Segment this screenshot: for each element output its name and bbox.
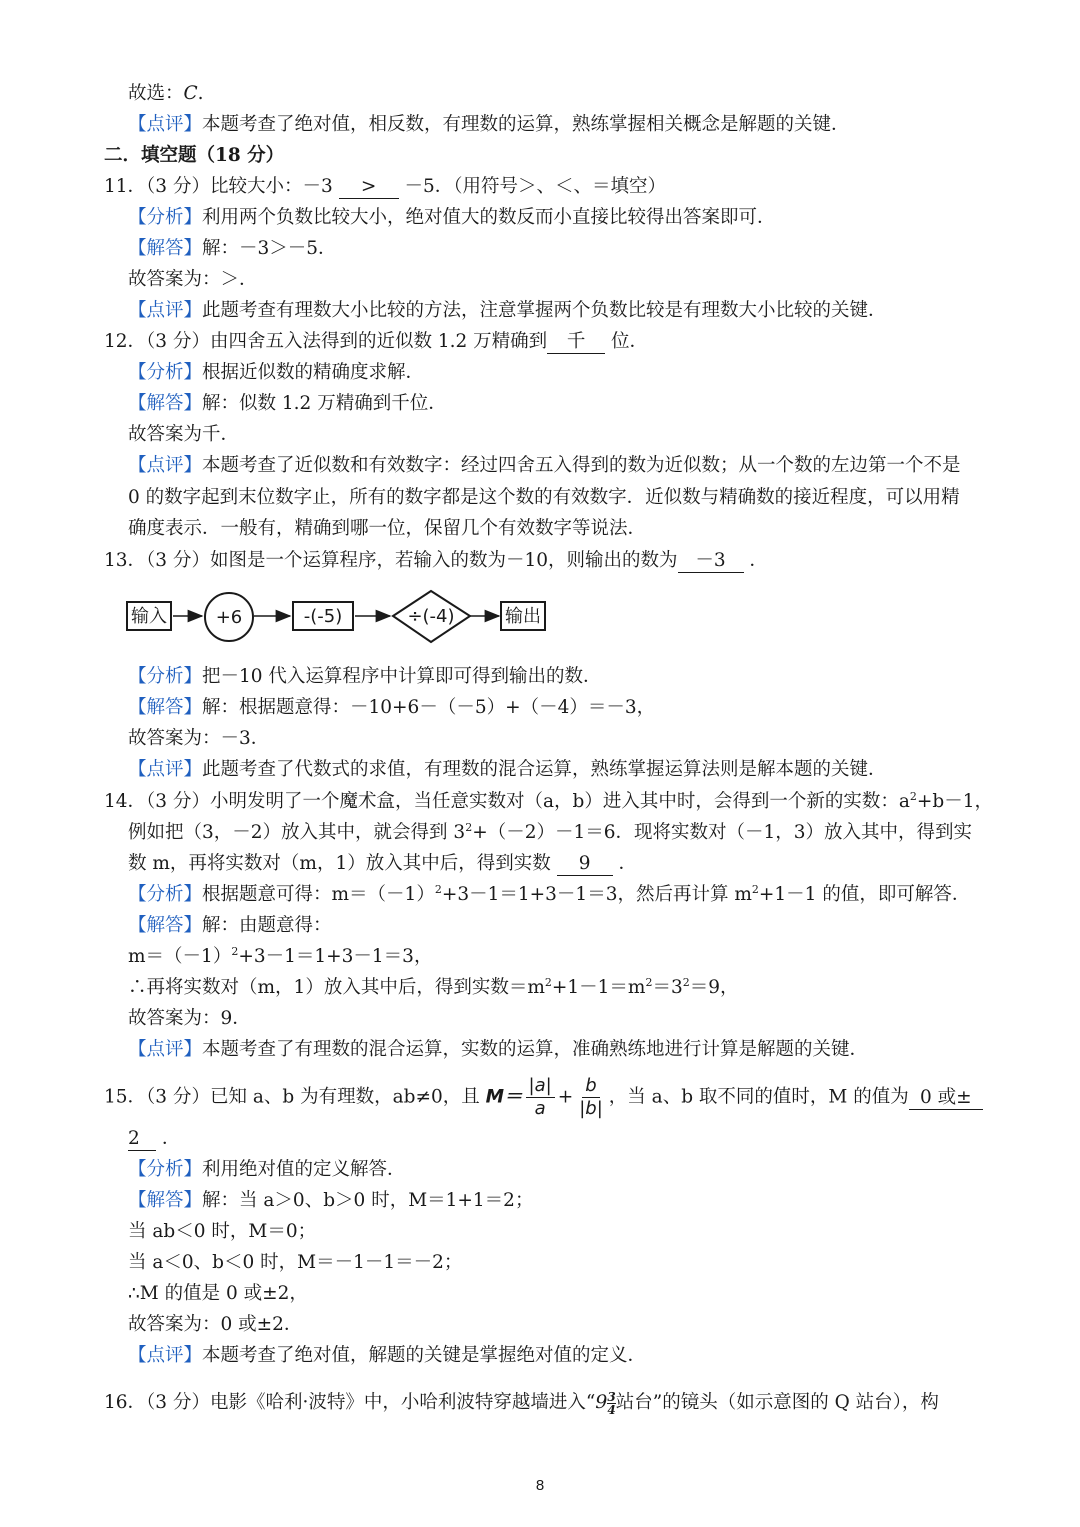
text-line: 2 ． [128, 1128, 181, 1149]
analysis-line: 【分析】利用两个负数比较大小，绝对值大的数反而小直接比较得出答案即可． [128, 207, 776, 228]
page-number: 8 [535, 1477, 545, 1494]
solution-tag: 【解答】 [128, 238, 203, 259]
solution-line: 【解答】解：似数 1.2 万精确到千位． [128, 393, 447, 414]
section-heading: 二．填空题（18 分） [104, 145, 285, 166]
analysis-line: 【分析】根据题意可得：$m=(-1)^2+3-1=1+3-1=3$，然后再计算 $m^2+1-1$ 的值，即可解答． [128, 883, 971, 905]
question-16: 16．（3 分）电影《哈利·波特》中，小哈利波特穿越墙进入“9 $\frac{3}{4}$ 站台”的镜头（如示意图的 Q 站台），构 [104, 1389, 939, 1417]
flow-output-box [501, 602, 545, 630]
text-line: ∴M 的值是 0 或±2， [128, 1283, 308, 1304]
comment-line: 【点评】本题考查了有理数的混合运算，实数的运算，准确熟练地进行计算是解题的关键． [128, 1039, 869, 1060]
text-line: 数 m，再将实数对（m，1）放入其中后，得到实数 9 ． [128, 853, 638, 874]
flow-op1-label: +6 [215, 607, 243, 628]
text-line: $m=(-1)^2+3-1=1+3-1=3$， [128, 945, 433, 967]
analysis-line: 【分析】把－10 代入运算程序中计算即可得到输出的数． [128, 666, 602, 687]
question-12: 12．（3 分）由四舍五入法得到的近似数 1.2 万精确到 千 位． [104, 331, 649, 352]
solution-line: 【解答】解：当 a＞0、b＞0 时，M＝1+1＝2； [128, 1190, 534, 1211]
flow-subtract-box [293, 602, 353, 630]
flow-op3-label: ÷(-4) [407, 606, 455, 627]
text-line: 0 的数字起到末位数字止，所有的数字都是这个数的有效数字．近似数与精确数的接近程度，可以用精 [128, 487, 960, 508]
analysis-tag: 【分析】 [128, 207, 203, 228]
question-14: 14．（3 分）小明发明了一个魔术盒，当任意实数对（a，b）进入其中时，会得到一个新的实数：$a^2+b-1$， [104, 790, 993, 812]
analysis-line: 【分析】根据近似数的精确度求解． [128, 362, 425, 383]
text-line: 确度表示．一般有，精确到哪一位，保留几个有效数字等说法． [128, 518, 647, 539]
question-13: 13．（3 分）如图是一个运算程序，若输入的数为－10，则输出的数为 －3 ． [104, 550, 768, 571]
answer-blank: 0 或± [909, 1087, 983, 1110]
text-line: 故答案为：0 或±2． [128, 1314, 303, 1335]
answer-blank: > [339, 176, 399, 199]
fraction: $\frac{|a|}{a}$ [526, 1075, 555, 1120]
comment-line: 【点评】此题考查有理数大小比较的方法，注意掌握两个负数比较是有理数大小比较的关键． [128, 300, 887, 321]
flow-divide-diamond [393, 591, 470, 642]
flow-add-circle [205, 593, 253, 641]
mixed-number: 9 $\frac{3}{4}$ [595, 1389, 616, 1417]
answer-blank-continued: 2 [128, 1128, 156, 1151]
text-line: 故答案为千． [128, 424, 240, 445]
text-line: ∴再将实数对（m，1）放入其中后，得到实数$=m^2+1-1=m^2=3^2=9$， [128, 976, 739, 998]
formula-m: M＝ [485, 1086, 523, 1108]
text-line: 例如把（3，－2）放入其中，就会得到 $3^2+(-2)-1=6$．现将实数对（－1，3）放入其中，得到实 [128, 821, 973, 843]
comment-line: 【点评】此题考查了代数式的求值，有理数的混合运算，熟练掌握运算法则是解本题的关键． [128, 759, 887, 780]
fraction: $\frac{b}{|b|}$ [579, 1075, 603, 1119]
answer-blank: 9 [557, 853, 613, 876]
flow-input-label: 输入 [131, 606, 167, 627]
solution-line: 【解答】解：由题意得： [128, 915, 332, 936]
flowchart-diagram [122, 587, 552, 649]
flow-op2-label: -(-5) [303, 606, 343, 627]
comment-line: 【点评】本题考查了近似数和有效数字：经过四舍五入得到的数为近似数；从一个数的左边第一个不是 [128, 455, 961, 476]
text-line: 故答案为：＞． [128, 269, 258, 290]
comment-tag: 【点评】 [128, 114, 203, 135]
answer-blank: 千 [547, 331, 605, 354]
text-line: 当 a＜0、b＜0 时，M＝－1－1＝－2； [128, 1252, 463, 1273]
flow-input-box [127, 602, 171, 630]
question-15: 15．（3 分）已知 a、b 为有理数，ab≠0，且 M＝ $\frac{|a|}{a}$ + $\frac{b}{|b|}$ ，当 a、b 取不同的值时，M 的值为 0 或± [104, 1075, 983, 1120]
answer-blank: －3 [678, 550, 744, 573]
text-line: 故答案为：－3． [128, 728, 270, 749]
solution-line: 【解答】解：－3＞－5． [128, 238, 337, 259]
text-line: 故答案为：9． [128, 1008, 251, 1029]
comment-line: 【点评】本题考查了绝对值，相反数，有理数的运算，熟练掌握相关概念是解题的关键． [128, 114, 850, 135]
text-line: 当 ab＜0 时，M＝0； [128, 1221, 317, 1242]
question-11: 11．（3 分）比较大小：－3 > －5．（用符号＞、＜、＝填空） [104, 176, 667, 197]
analysis-line: 【分析】利用绝对值的定义解答． [128, 1159, 406, 1180]
solution-line: 【解答】解：根据题意得：－10+6－（－5）+（－4）＝－3， [128, 697, 656, 718]
text-line: 故选：C. [128, 83, 204, 104]
flow-output-label: 输出 [505, 606, 541, 627]
comment-line: 【点评】本题考查了绝对值，解题的关键是掌握绝对值的定义． [128, 1345, 647, 1366]
